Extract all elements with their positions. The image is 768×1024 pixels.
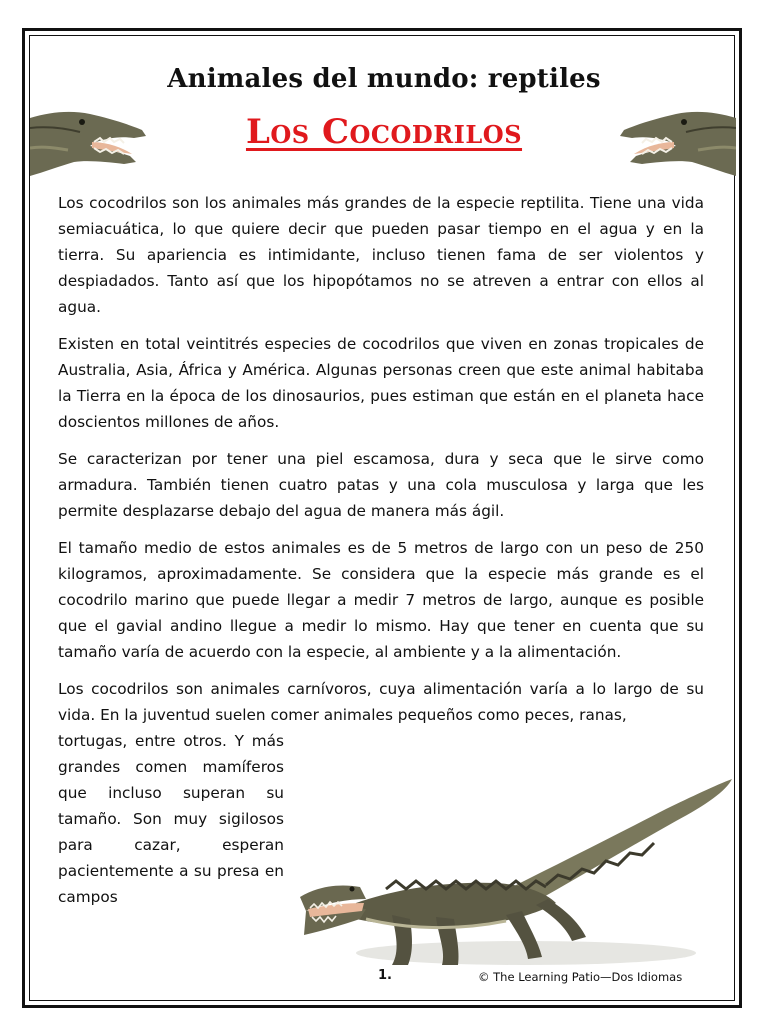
paragraph-5: Los cocodrilos son animales carnívoros, cuya alimentación varía a lo largo de su vida. En la juventud suelen comer animales pequeños como peces, ranas, [58, 680, 704, 724]
paragraph-2: Existen en total veintitrés especies de cocodrilos que viven en zonas tropicales de Australia, Asia, África y América. Algunas personas creen que este animal habitaba la Tierra en la época de los dinosaurios, pues estiman que están en el planeta hace doscientos millones de años. [58, 335, 704, 431]
page-heading: Animales del mundo: reptiles [167, 64, 601, 94]
paragraph-5-continuation: tortugas, entre otros. Y más grandes comen mamíferos que incluso superan su tamaño. Son muy sigilosos para cazar, esperan pacientemente a su presa en campos [58, 732, 284, 906]
copyright-notice: © The Learning Patio—Dos Idiomas [478, 970, 683, 984]
paragraph-4: El tamaño medio de estos animales es de 5 metros de largo con un peso de 250 kilogramos, aproximadamente. Se considera que la especie más grande es el cocodrilo marino que puede llegar a medir 7 metros de largo, aunque es posible que el gavial andino llegue a medir lo mismo. Hay que tener en cuenta que su tamaño varía de acuerdo con la especie, al ambiente y a la alimentación. [58, 539, 704, 661]
paragraph-3: Se caracterizan por tener una piel escamosa, dura y seca que le sirve como armadura. También tienen cuatro patas y una cola musculosa y larga que les permite desplazarse debajo del agua de manera más ágil. [58, 450, 704, 520]
page-title: Los Cocodrilos [245, 112, 523, 152]
page-number: 1. [378, 968, 392, 983]
paragraph-1: Los cocodrilos son los animales más grandes de la especie reptilita. Tiene una vida semiacuática, lo que quiere decir que pueden pasar tiempo en el agua y en la tierra. Su apariencia es intimidante, incluso tienen fama de ser violentos y despiadados. Tanto así que los hipopótamos no se atreven a entrar con ellos al agua. [58, 194, 704, 316]
crocodile-body-image [296, 775, 734, 975]
